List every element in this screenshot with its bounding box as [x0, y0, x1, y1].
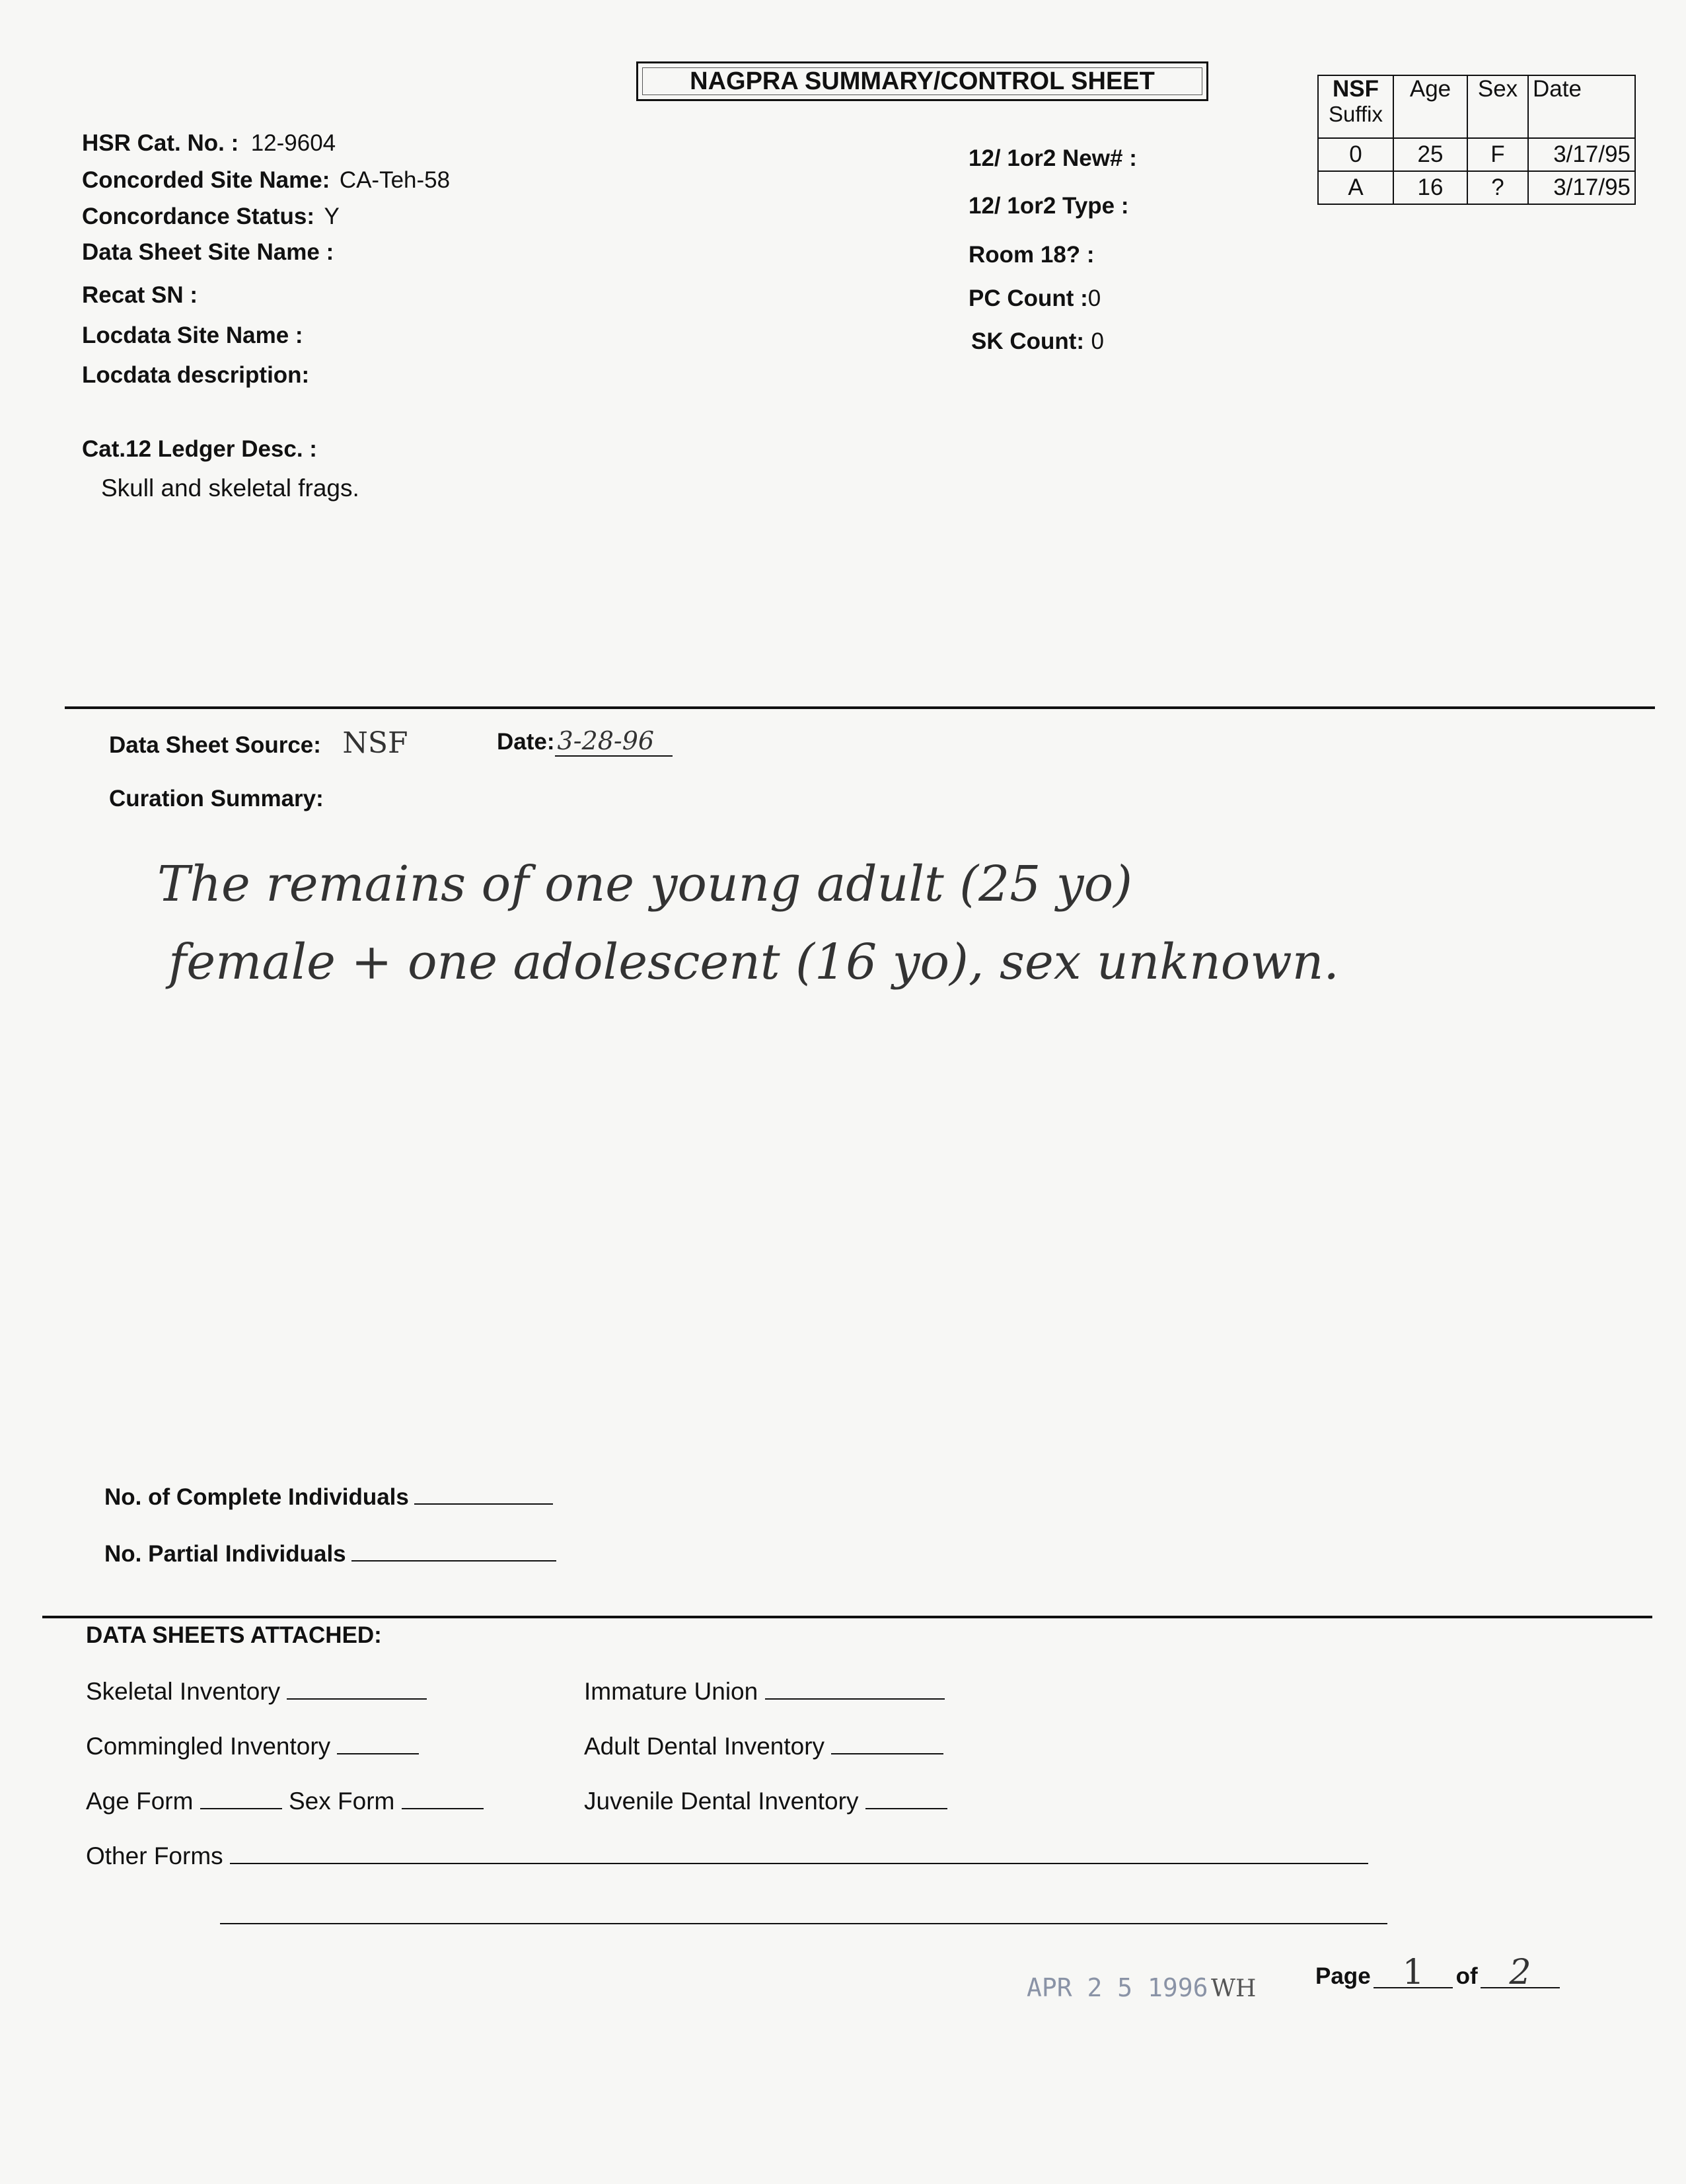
field-concorded-site-name [82, 167, 450, 194]
complete-individuals-blank[interactable] [414, 1484, 553, 1505]
field-label: Data Sheet Site Name : [82, 239, 334, 265]
age-form-blank[interactable] [200, 1788, 282, 1809]
cell-suffix: 0 [1318, 138, 1393, 171]
partial-individuals [104, 1540, 556, 1567]
date-value: 3-28-96 [555, 726, 673, 757]
adult-dental-inventory-blank[interactable] [831, 1733, 943, 1754]
curation-summary-line-1: The remains of one young adult (25 yo) [157, 856, 1133, 913]
field-value: 12-9604 [250, 130, 336, 156]
of-label: of [1455, 1963, 1478, 1989]
skeletal-inventory-blank[interactable] [287, 1678, 427, 1700]
page-number: 1 [1374, 1958, 1453, 1988]
field-sk-count [971, 328, 1104, 355]
source-label: Data Sheet Source: [109, 732, 321, 758]
field-locdata-description [82, 362, 309, 389]
adult-dental-inventory-label: Adult Dental Inventory [584, 1733, 825, 1760]
age-sex-forms [86, 1788, 484, 1815]
age-form-label: Age Form [86, 1788, 194, 1815]
field-value: 0 [1087, 285, 1101, 311]
cell-age: 16 [1393, 171, 1467, 204]
header-date: Date [1528, 75, 1635, 138]
field-value: 0 [1091, 328, 1104, 354]
header-suffix: Suffix [1329, 102, 1383, 126]
cell-age: 25 [1393, 138, 1467, 171]
data-sheet-source [109, 726, 408, 760]
juvenile-dental-inventory-label: Juvenile Dental Inventory [584, 1788, 859, 1815]
field-label: Room 18? : [969, 242, 1095, 268]
source-value: NSF [342, 726, 408, 760]
section-divider [65, 706, 1655, 709]
header-nsf: NSF [1333, 76, 1379, 102]
stamp-initials: WH [1211, 1975, 1257, 2002]
field-label: Concordance Status: [82, 204, 314, 229]
other-forms-label: Other Forms [86, 1842, 223, 1869]
date-stamp [1027, 1973, 1256, 2002]
field-label: HSR Cat. No. : [82, 130, 239, 156]
cell-sex: F [1467, 138, 1528, 171]
commingled-inventory-blank[interactable] [337, 1733, 419, 1754]
attached-heading: DATA SHEETS ATTACHED: [86, 1622, 382, 1648]
table-row [1318, 138, 1635, 171]
complete-individuals-label: No. of Complete Individuals [104, 1484, 409, 1510]
date-label: Date: [497, 729, 555, 755]
adult-dental-inventory [584, 1733, 943, 1760]
skeletal-inventory [86, 1678, 427, 1706]
sex-form-label: Sex Form [289, 1788, 395, 1815]
ledger-text: Skull and skeletal frags. [101, 474, 359, 502]
field-pc-count [969, 285, 1101, 312]
nsf-table-header [1318, 75, 1635, 138]
field-label: Locdata description: [82, 362, 310, 388]
field-label: Concorded Site Name: [82, 167, 330, 193]
curation-summary-line-2: female + one adolescent (16 yo), sex unknown. [168, 934, 1339, 991]
page-total: 2 [1481, 1958, 1560, 1988]
page-title [636, 61, 1208, 101]
header-nsf-suffix [1318, 75, 1393, 138]
cell-sex: ? [1467, 171, 1528, 204]
other-forms-blank[interactable] [230, 1843, 1368, 1864]
field-hsr-cat-no [82, 130, 336, 157]
section-divider [42, 1616, 1652, 1618]
field-data-sheet-site-name [82, 239, 334, 266]
complete-individuals [104, 1484, 553, 1511]
table-row [1318, 171, 1635, 204]
page-label: Page [1315, 1963, 1371, 1989]
partial-individuals-label: No. Partial Individuals [104, 1541, 346, 1567]
field-value: Y [324, 204, 340, 229]
field-type [969, 193, 1129, 219]
date-stamp-text: APR 2 5 1996 [1027, 1973, 1208, 2002]
juvenile-dental-inventory-blank[interactable] [865, 1788, 947, 1809]
field-label: SK Count: [971, 328, 1085, 354]
page-title-text: NAGPRA SUMMARY/CONTROL SHEET [690, 67, 1155, 95]
field-new-number [969, 145, 1137, 172]
page-counter [1315, 1953, 1560, 1992]
field-label: Locdata Site Name : [82, 322, 303, 348]
field-recat-sn [82, 282, 198, 309]
commingled-inventory [86, 1733, 419, 1760]
field-label: 12/ 1or2 Type : [969, 193, 1129, 219]
sex-form-blank[interactable] [402, 1788, 484, 1809]
field-room-18 [969, 242, 1095, 268]
commingled-inventory-label: Commingled Inventory [86, 1733, 331, 1760]
other-forms-blank-line-2[interactable] [220, 1923, 1387, 1924]
immature-union-label: Immature Union [584, 1678, 758, 1705]
partial-individuals-blank[interactable] [351, 1540, 556, 1562]
skeletal-inventory-label: Skeletal Inventory [86, 1678, 281, 1705]
field-label: 12/ 1or2 New# : [969, 145, 1137, 171]
cell-suffix: A [1318, 171, 1393, 204]
field-label: PC Count : [969, 285, 1088, 311]
juvenile-dental-inventory [584, 1788, 947, 1815]
nsf-table [1317, 75, 1636, 205]
header-sex: Sex [1467, 75, 1528, 138]
curation-summary-label: Curation Summary: [109, 786, 324, 811]
cell-date: 3/17/95 [1528, 171, 1635, 204]
field-concordance-status [82, 204, 340, 230]
ledger-label: Cat.12 Ledger Desc. : [82, 436, 317, 462]
field-locdata-site-name [82, 322, 303, 349]
data-sheet-date [497, 726, 673, 757]
field-value: CA-Teh-58 [339, 167, 451, 193]
field-label: Recat SN : [82, 282, 198, 308]
immature-union-blank[interactable] [765, 1678, 945, 1700]
other-forms [86, 1842, 1368, 1870]
cell-date: 3/17/95 [1528, 138, 1635, 171]
header-age: Age [1393, 75, 1467, 138]
immature-union [584, 1678, 945, 1706]
